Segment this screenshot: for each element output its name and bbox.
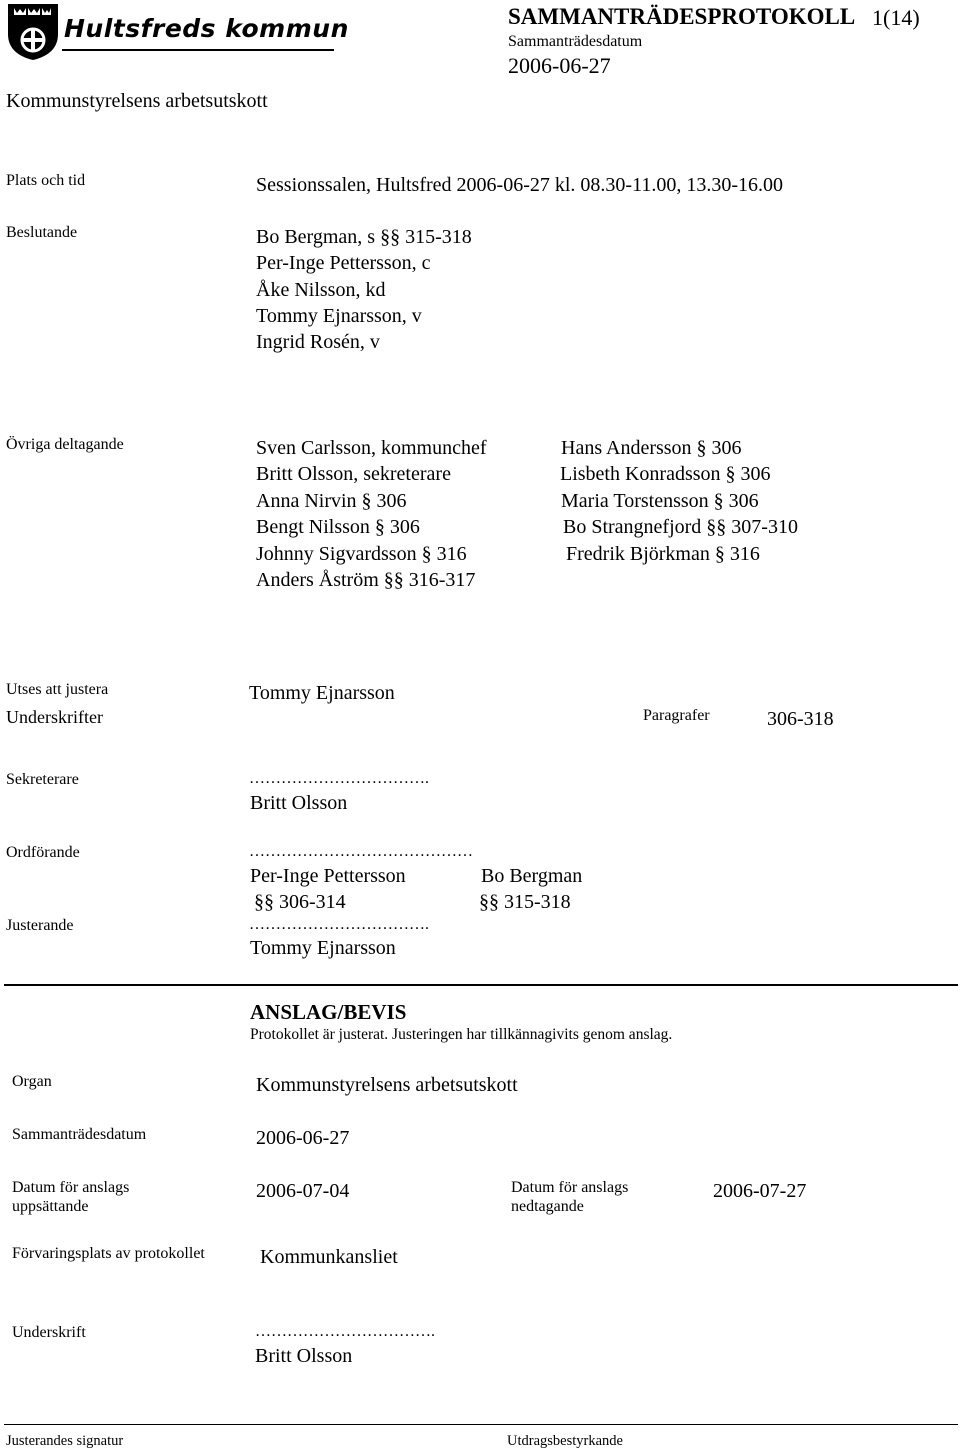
other-participant: Bengt Nilsson § 306 xyxy=(256,516,420,538)
secretary-signature-line: ……………………………. xyxy=(249,770,429,787)
notice-date-label: Sammanträdesdatum xyxy=(12,1126,147,1143)
adjusting-label: Justerande xyxy=(6,917,74,934)
adjusting-signature-line: ……………………………. xyxy=(249,916,429,933)
notice-signature-name: Britt Olsson xyxy=(255,1345,353,1367)
removed-date: 2006-07-27 xyxy=(713,1180,807,1202)
deciding-member: Åke Nilsson, kd xyxy=(256,279,386,301)
place-value: Sessionssalen, Hultsfred 2006-06-27 kl. 08.30-11.00, 13.30-16.00 xyxy=(256,174,783,196)
signatures-label: Underskrifter xyxy=(6,707,103,727)
other-participant: Fredrik Björkman § 316 xyxy=(566,543,760,565)
footer-divider xyxy=(4,1424,958,1425)
removed-label: Datum för anslags xyxy=(511,1179,629,1196)
meeting-date: 2006-06-27 xyxy=(508,53,611,78)
adjust-label: Utses att justera xyxy=(6,681,109,698)
notice-date: 2006-06-27 xyxy=(256,1127,350,1149)
footer-left: Justerandes signatur xyxy=(6,1433,124,1449)
deciding-member: Per-Inge Pettersson, c xyxy=(256,252,431,274)
other-participant: Britt Olsson, sekreterare xyxy=(256,463,451,485)
place-label: Plats och tid xyxy=(6,172,86,189)
notice-signature-line: ……………………………. xyxy=(255,1323,435,1340)
meeting-date-label: Sammanträdesdatum xyxy=(508,33,643,50)
section-divider xyxy=(4,984,958,986)
notice-title: ANSLAG/BEVIS xyxy=(250,1000,407,1024)
secretary-label: Sekreterare xyxy=(6,771,79,788)
municipality-name: Hultsfreds kommun xyxy=(64,14,349,43)
deciding-member: Tommy Ejnarsson, v xyxy=(256,305,422,327)
other-participant: Hans Andersson § 306 xyxy=(561,437,742,459)
chair-paragraphs: §§ 306-314 xyxy=(254,891,346,913)
deciding-member: Bo Bergman, s §§ 315-318 xyxy=(256,226,472,248)
notice-text: Protokollet är justerat. Justeringen har tillkännagivits genom anslag. xyxy=(250,1026,673,1043)
other-participant: Anna Nirvin § 306 xyxy=(256,490,407,512)
posted-label: uppsättande xyxy=(12,1198,89,1215)
footer-right: Utdragsbestyrkande xyxy=(507,1433,623,1449)
posted-date: 2006-07-04 xyxy=(256,1180,350,1202)
other-participant: Sven Carlsson, kommunchef xyxy=(256,437,487,459)
deciding-member: Ingrid Rosén, v xyxy=(256,331,380,353)
deciding-label: Beslutande xyxy=(6,224,78,241)
other-participant: Bo Strangnefjord §§ 307-310 xyxy=(563,516,798,538)
posted-label: Datum för anslags xyxy=(12,1179,130,1196)
chair-label: Ordförande xyxy=(6,844,80,861)
notice-organ-label: Organ xyxy=(12,1073,52,1090)
notice-signature-label: Underskrift xyxy=(12,1324,86,1341)
other-participant: Johnny Sigvardsson § 316 xyxy=(256,543,467,565)
organ-name: Kommunstyrelsens arbetsutskott xyxy=(6,90,268,112)
document-title: SAMMANTRÄDESPROTOKOLL xyxy=(508,4,856,29)
page-number: 1(14) xyxy=(872,5,920,30)
storage-value: Kommunkansliet xyxy=(260,1246,398,1268)
secretary-name: Britt Olsson xyxy=(250,792,348,814)
notice-organ: Kommunstyrelsens arbetsutskott xyxy=(256,1074,518,1096)
adjusting-name: Tommy Ejnarsson xyxy=(250,937,396,959)
removed-label: nedtagande xyxy=(511,1198,584,1215)
paragraphs-value: 306-318 xyxy=(767,708,834,730)
paragraphs-label: Paragrafer xyxy=(643,707,710,724)
chair-signature-line: …………………………………… xyxy=(249,843,473,860)
chair-name: Per-Inge Pettersson xyxy=(250,865,406,887)
chair-name: Bo Bergman xyxy=(481,865,583,887)
other-participant: Anders Åström §§ 316-317 xyxy=(256,569,476,591)
other-participant: Maria Torstensson § 306 xyxy=(561,490,759,512)
other-participant: Lisbeth Konradsson § 306 xyxy=(560,463,771,485)
adjuster-name: Tommy Ejnarsson xyxy=(249,682,395,704)
chair-paragraphs: §§ 315-318 xyxy=(479,891,571,913)
storage-label: Förvaringsplats av protokollet xyxy=(12,1245,205,1262)
others-label: Övriga deltagande xyxy=(6,436,124,453)
